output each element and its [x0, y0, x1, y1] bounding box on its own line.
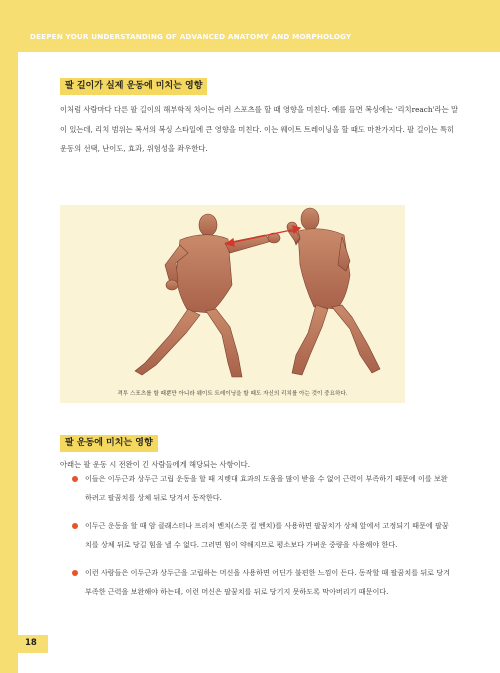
figure-caption: 격투 스포츠를 할 때뿐만 아니라 웨이트 트레이닝을 할 때도 자신의 리치를 아는 것이 중요하다.: [117, 391, 348, 397]
running-head: DEEPEN YOUR UNDERSTANDING OF ADVANCED ANATOMY AND MORPHOLOGY: [30, 32, 352, 41]
header-band: [0, 0, 500, 52]
left-fighter: [135, 214, 280, 377]
anatomy-figure: [60, 205, 405, 403]
section-title-arm-length: 팔 길이가 실제 운동에 미치는 영향: [60, 78, 207, 95]
list-item: [70, 564, 450, 601]
bullet-dot-icon: [72, 523, 78, 529]
body-paragraph: 이처럼 사람마다 다른 팔 길이의 해부학적 차이는 여러 스포츠를 할 때 영향을 미친다. 예를 들면 복싱에는 '리치reach'라는 말이 있는데, 리치 범위는 복서의 복싱 스타일에 큰 영향을 미친다. 이는 웨이트 트레이닝을 할 때도 마찬가지다. 팔 길이는 특히 운동의 선택, 난이도, 효과, 위험성을 좌우한다.: [60, 105, 458, 153]
list-item-text: 이두근 운동을 할 때 암 클래스터나 프리처 벤치(스콧 컬 벤치)를 사용하면 팔꿈치가 상체 앞에서 고정되기 때문에 팔꿈치를 상체 뒤로 당길 힘을 낼 수 없다. 그러면 힘이 약해지므로 평소보다 가벼운 중량을 사용해야 한다.: [85, 521, 449, 549]
bullet-dot-icon: [72, 570, 78, 576]
fighters-illustration: [60, 205, 405, 385]
section-title-arm-exercise: 팔 운동에 미치는 영향: [60, 435, 158, 452]
bullet-list: [70, 470, 450, 611]
bullet-dot-icon: [72, 476, 78, 482]
list-item: [70, 470, 450, 507]
list-item: [70, 517, 450, 554]
page-number: 18: [25, 638, 37, 648]
left-margin-band: [0, 0, 18, 673]
list-item-text: 이들은 이두근과 상두근 고립 운동을 할 때 지렛대 효과의 도움을 많이 받을 수 없어 근력이 부족하기 때문에 이를 보완하려고 팔꿈치를 상체 뒤로 당겨서 동작한다.: [85, 474, 448, 502]
list-item-text: 이런 사람들은 이두근과 상두근을 고립하는 머신을 사용하면 어딘가 불편한 느낌이 든다. 동작할 때 팔꿈치를 뒤로 당겨 부족한 근력을 보완해야 하는데, 이런 머신은 팔꿈치를 뒤로 당기지 못하도록 막아버리기 때문이다.: [85, 568, 450, 596]
section-intro: 아래는 팔 운동 시 전완이 긴 사람들에게 해당되는 사항이다.: [60, 460, 251, 469]
right-fighter: [287, 208, 380, 375]
